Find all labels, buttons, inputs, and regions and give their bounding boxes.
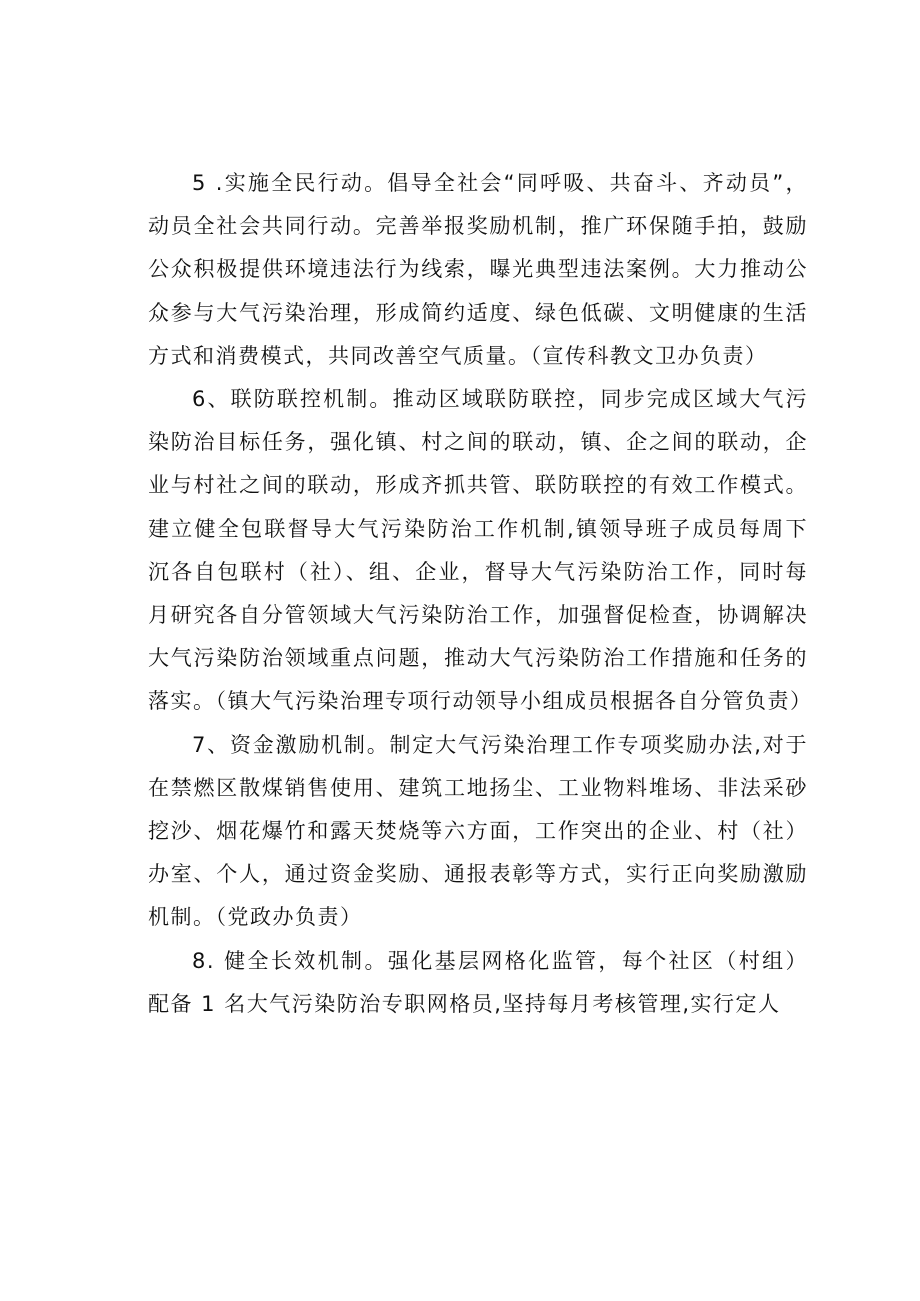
paragraph-item-8-long-term-mechanism: 8. 健全长效机制。强化基层网格化监管，每个社区（村组）配备 1 名大气污染防治专职网格员,坚持每月考核管理,实行定人 [148, 948, 808, 1016]
paragraph-item-7-funding-incentive: 7、资金激励机制。制定大气污染治理工作专项奖励办法,对于在禁燃区散煤销售使用、建筑工地扬尘、工业物料堆场、非法采砂挖沙、烟花爆竹和露天焚烧等六方面，工作突出的企业、村（社）办室、个人，通过资金奖励、通报表彰等方式，实行正向奖励激励机制。（党政办负责） [148, 732, 808, 930]
document-body [148, 162, 813, 1026]
paragraph-item-5-public-action: 5 .实施全民行动。倡导全社会“同呼吸、共奋斗、齐动员”，动员全社会共同行动。完善举报奖励机制，推广环保随手拍，鼓励公众积极提供环境违法行为线索，曝光典型违法案例。大力推动公众参与大气污染治理，形成简约适度、绿色低碳、文明健康的生活方式和消费模式，共同改善空气质量。（宣传科教文卫办负责） [148, 171, 808, 368]
paragraph-item-6-joint-prevention: 6、联防联控机制。推动区域联防联控，同步完成区域大气污染防治目标任务，强化镇、村之间的联动，镇、企之间的联动，企业与村社之间的联动，形成齐抓共管、联防联控的有效工作模式。建立健全包联督导大气污染防治工作机制,镇领导班子成员每周下沉各自包联村（社）、组、企业，督导大气污染防治工作，同时每月研究各自分管领域大气污染防治工作，加强督促检查，协调解决大气污染防治领域重点问题，推动大气污染防治工作措施和任务的落实。（镇大气污染治理专项行动领导小组成员根据各自分管负责） [148, 387, 813, 714]
